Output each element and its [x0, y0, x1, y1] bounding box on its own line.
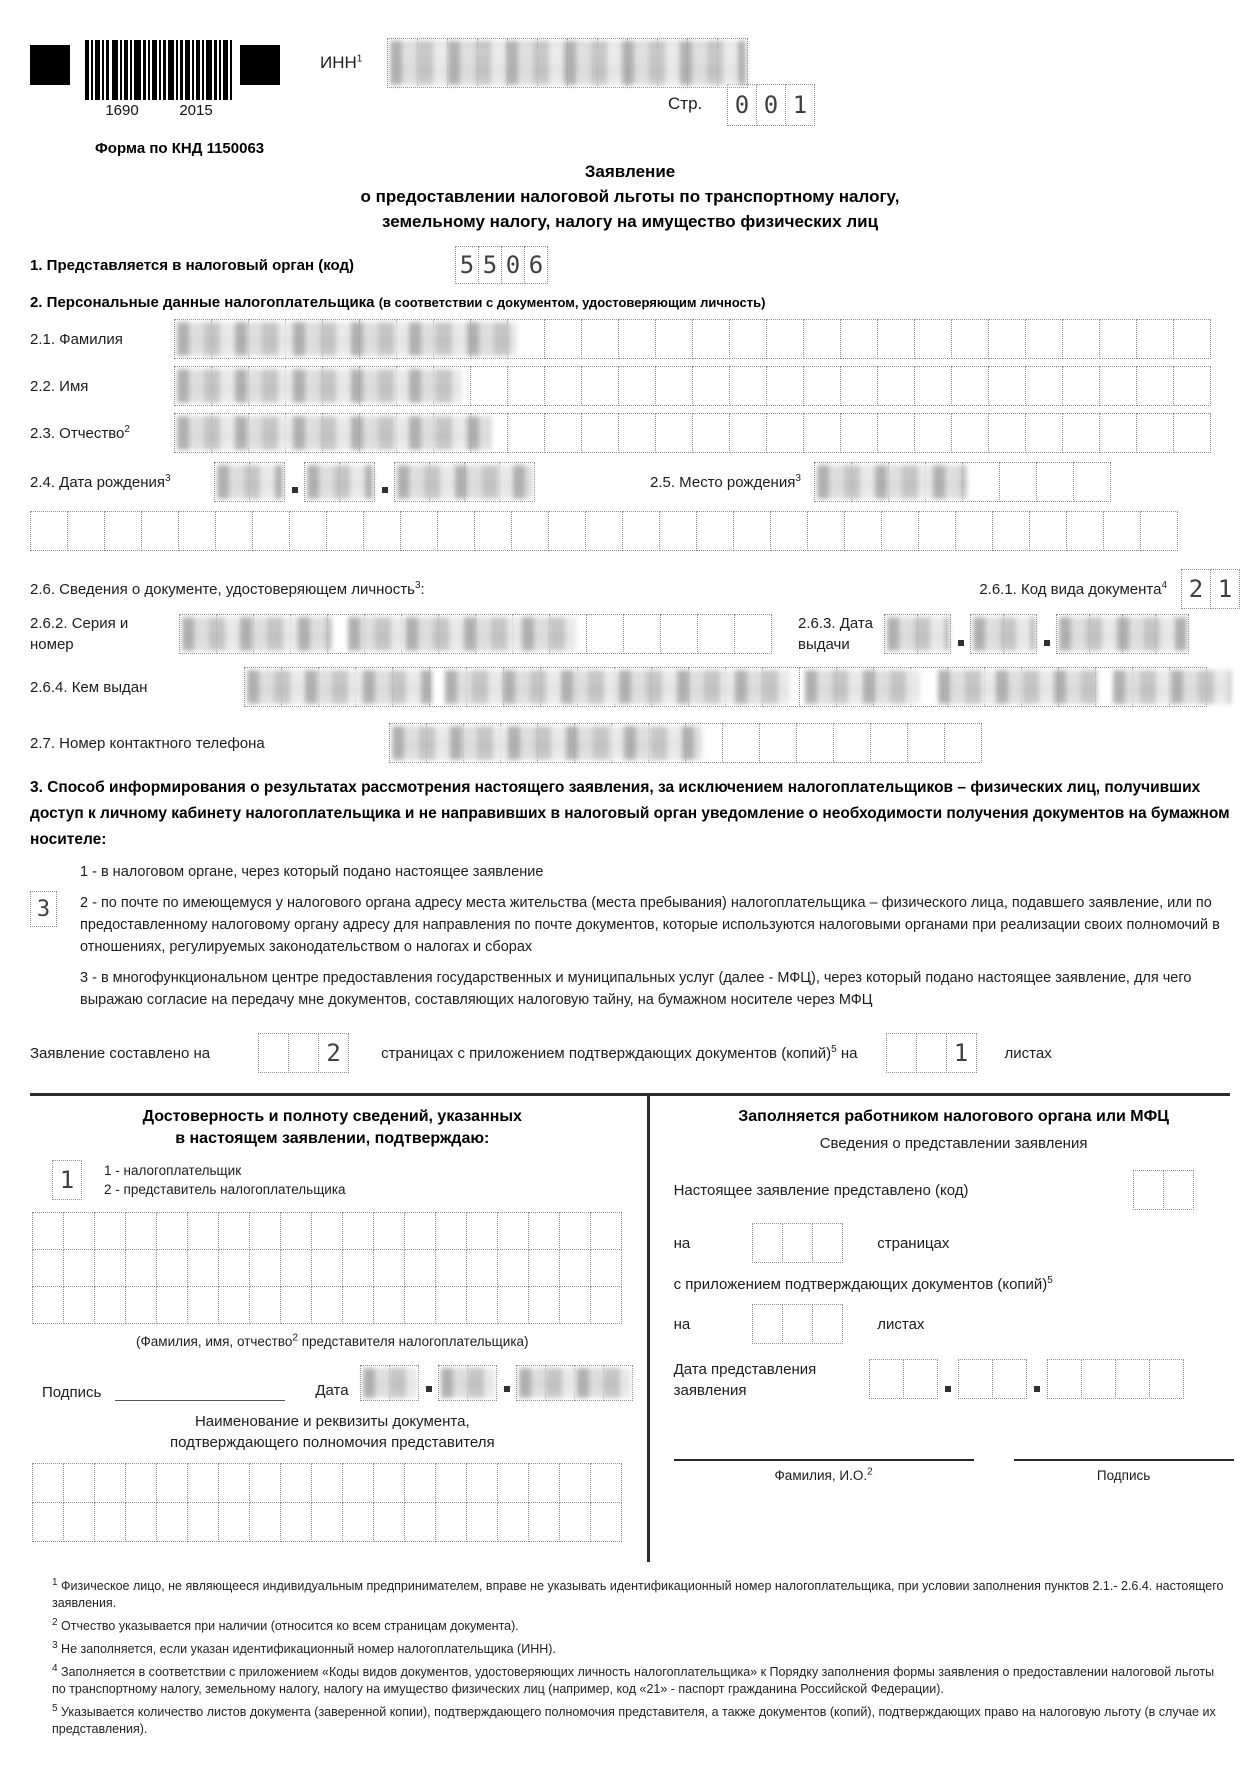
section3-heading-row [30, 775, 1240, 853]
official-name-footnote-ref: 2 [867, 1466, 873, 1478]
doc-info-heading [30, 581, 979, 598]
signature-label: Подпись [42, 1384, 102, 1401]
redacted-birthplace [817, 465, 967, 499]
patronymic-label-text: 2.3. Отчество [30, 424, 125, 442]
footnote-3-text: Не заполняется, если указан идентификационный номер налогоплательщика (ИНН). [61, 1642, 556, 1656]
series-label-line2: номер [30, 636, 74, 653]
redacted-series [182, 617, 332, 651]
submitted-code-field[interactable] [1133, 1170, 1194, 1210]
sign-date-year-field[interactable] [517, 1365, 633, 1401]
redacted-inn-value [390, 41, 746, 85]
birthplace-continuation-field[interactable] [30, 511, 1178, 551]
footnote-3-marker: 3 [52, 1639, 58, 1651]
birthdate-footnote-ref: 3 [165, 472, 171, 484]
official-date-month-field[interactable] [958, 1359, 1027, 1401]
redacted-issued-by [1113, 670, 1231, 704]
sign-date-month-field[interactable] [439, 1365, 497, 1401]
page-number-field: 0 0 1 [727, 84, 815, 126]
signature-block [30, 1093, 1230, 1562]
issued-by-label: 2.6.4. Кем выдан [30, 678, 148, 696]
official-sign-area [1014, 1459, 1234, 1485]
redacted-phone [392, 726, 702, 760]
official-sign-line[interactable] [1014, 1459, 1234, 1461]
surname-label: 2.1. Фамилия [30, 330, 123, 348]
footnote-4 [52, 1664, 1230, 1698]
composition-prefix: Заявление составлено на [30, 1044, 211, 1062]
redacted-surname [177, 322, 517, 356]
official-name-area [674, 1459, 974, 1485]
date-separator-dot [426, 1386, 432, 1392]
doc-heading-footnote-ref: 3 [414, 579, 421, 591]
official-pages-row [674, 1223, 1234, 1263]
redacted-birth-month [307, 465, 373, 499]
date-separator-dot [958, 640, 964, 646]
inn-footnote-ref: 1 [356, 53, 363, 65]
birthplace-field[interactable] [815, 462, 1111, 502]
official-date-year-field[interactable] [1047, 1359, 1184, 1401]
patronymic-field[interactable] [175, 413, 1211, 453]
official-signature-row [674, 1459, 1234, 1485]
firstname-row [30, 366, 1240, 406]
redacted-issue-month [973, 617, 1035, 651]
sign-date-day-field[interactable] [361, 1365, 419, 1401]
barcode-numbers [85, 102, 233, 119]
official-date-label-line1: Дата представления [673, 1361, 817, 1378]
date-separator-dot [504, 1386, 510, 1392]
authority-doc-caption-line1: Наименование и реквизиты документа, [194, 1413, 470, 1430]
barcode-number-right: 2015 [179, 102, 213, 119]
page-label: Стр. [668, 94, 703, 113]
phone-row [30, 723, 1240, 763]
composition-middle-text: страницах с приложением подтверждающих документов (копий) [381, 1044, 832, 1062]
footnote-4-marker: 4 [52, 1662, 58, 1674]
composition-middle [381, 1045, 857, 1062]
redacted-sign-year [519, 1368, 631, 1398]
redacted-birth-year [397, 465, 533, 499]
official-date-label [674, 1359, 869, 1401]
birthdate-year-field[interactable] [395, 462, 535, 502]
footnote-5 [52, 1704, 1230, 1738]
official-on-label-1: на [673, 1234, 691, 1252]
form-title-line1: Заявление [584, 162, 676, 181]
birthdate-day-field[interactable] [215, 462, 285, 502]
date-separator-dot [382, 487, 388, 493]
submitted-code-row [674, 1170, 1234, 1210]
inn-label-text: ИНН [320, 53, 357, 72]
official-attach-label [674, 1276, 1234, 1293]
doc-heading-row [30, 569, 1240, 609]
birthdate-label-text: 2.4. Дата рождения [30, 473, 165, 491]
official-date-row [674, 1359, 1234, 1401]
tax-authority-label: 1. Представляется в налоговый орган (код) [30, 256, 355, 274]
series-label-line1: 2.6.2. Серия и [30, 615, 129, 632]
issue-date-label-line2: выдачи [798, 636, 850, 653]
issue-date-day-field[interactable] [885, 614, 951, 654]
authority-doc-field-row1[interactable] [32, 1463, 633, 1503]
doc-code-label [979, 581, 1167, 598]
date-separator-dot [945, 1386, 951, 1392]
doc-heading-text: 2.6. Сведения о документе, удостоверяющем личность [30, 580, 415, 598]
patronymic-label [30, 425, 175, 442]
redacted-number [348, 617, 576, 651]
birthplace-label [650, 474, 801, 491]
surname-row [30, 319, 1240, 359]
composition-footnote-ref: 5 [831, 1043, 837, 1055]
official-attach-footnote-ref: 5 [1047, 1275, 1053, 1286]
issue-date-year-field[interactable] [1057, 614, 1189, 654]
redacted-patronymic [177, 416, 492, 450]
section1-row [30, 246, 1240, 284]
confirmation-title-line2: в настоящем заявлении, подтверждаю: [175, 1130, 490, 1147]
footnote-5-marker: 5 [52, 1702, 58, 1714]
series-number-label [30, 613, 180, 655]
doc-heading-colon: : [420, 580, 425, 598]
official-date-label-line2: заявления [673, 1382, 747, 1399]
section3-heading: 3. Способ информирования о результатах рассмотрения настоящего заявления, за исключением налогоплательщиков – физических лиц, получивших доступ к личному кабинету налогоплательщика и не направивших в налоговый орган уведомление о необходимости получения документов на бумажном носителе: [30, 779, 1230, 848]
caption-post: представителя налогоплательщика) [297, 1334, 529, 1349]
representative-name-caption [32, 1332, 633, 1351]
signature-date-field[interactable] [361, 1365, 633, 1401]
confirmer-code-field[interactable]: 1 [52, 1160, 82, 1200]
form-title-line3: земельному налогу, налогу на имущество физических лиц [381, 212, 879, 231]
tax-authority-code-field[interactable]: 5 5 0 6 [455, 246, 548, 284]
doc-code-footnote-ref: 4 [1161, 579, 1167, 591]
representative-name-field-row1[interactable] [32, 1212, 633, 1250]
form-header [0, 0, 1260, 238]
footnote-5-text: Указывается количество листов документа (заверенной копии), подтверждающего полномочия представителя, а также документов (копий), подтверждающих право на налоговую льготу (в случае их представления). [52, 1705, 1216, 1736]
notification-option-3: 3 - в многофункциональном центре предоставления государственных и муниципальных услуг (далее - МФЦ), через который подано настоящее заявление, для чего выражаю согласие на передачу мне документов, составляющих налоговую тайну, на бумажном носителе через МФЦ [80, 970, 1192, 1008]
authority-doc-caption [32, 1411, 633, 1453]
birthplace-footnote-ref: 3 [795, 472, 801, 484]
authority-doc-caption-line2: подтверждающего полномочия представителя [169, 1434, 495, 1451]
caption-footnote-ref: 2 [292, 1332, 298, 1344]
form-title-line2: о предоставлении налоговой льготы по транспортному налогу, [360, 187, 900, 206]
notification-option-2: 2 - по почте по имеющемуся у налогового органа адресу места жительства (места пребывания) налогоплательщика – физического лица, подавшего заявление, или по предоставленному налоговому органу адресу для направления по почте документов, которые используются налоговыми органами при реализации своих полномочий в отношениях, регулируемых законодательством о налогах и сборах [80, 895, 1220, 955]
issue-date-month-field[interactable] [971, 614, 1037, 654]
birthdate-label [30, 474, 215, 491]
redacted-birth-day [217, 465, 283, 499]
birthdate-month-field[interactable] [305, 462, 375, 502]
official-name-caption-text: Фамилия, И.О. [774, 1468, 868, 1483]
redacted-firstname [177, 369, 462, 403]
confirmation-column [30, 1096, 650, 1562]
caption-pre: (Фамилия, имя, отчество [136, 1334, 293, 1349]
footnote-2-marker: 2 [52, 1616, 58, 1628]
footnotes [52, 1578, 1230, 1738]
signature-date-row [32, 1365, 633, 1401]
official-sheets-row [674, 1304, 1234, 1344]
footnote-2 [52, 1618, 1230, 1635]
series-number-field[interactable] [180, 614, 772, 654]
surname-field[interactable] [175, 319, 1211, 359]
barcode [85, 40, 233, 100]
birth-row [30, 462, 1240, 502]
notification-options [30, 861, 1230, 1011]
firstname-field[interactable] [175, 366, 1211, 406]
redacted-sign-month [441, 1368, 495, 1398]
confirmer-row [32, 1160, 633, 1200]
composition-suffix: листах [1004, 1044, 1052, 1062]
phone-label: 2.7. Номер контактного телефона [30, 734, 265, 752]
confirmer-option-2: 2 - представитель налогоплательщика [104, 1182, 346, 1197]
official-name-line[interactable] [674, 1459, 974, 1461]
issue-date-label [798, 613, 873, 655]
sheets-count-field[interactable]: 1 [886, 1033, 977, 1073]
date-separator-dot [292, 487, 298, 493]
section2-heading [30, 294, 765, 311]
birthplace-label-text: 2.5. Место рождения [650, 473, 796, 491]
redacted-issued-by [445, 670, 790, 704]
section2-heading-row [30, 294, 1240, 311]
official-column [650, 1096, 1234, 1562]
registration-mark-left [30, 45, 70, 85]
issued-by-field[interactable] [245, 667, 1207, 707]
representative-name-field-row3[interactable] [32, 1286, 633, 1324]
birthplace-continuation-row [30, 511, 1240, 551]
inn-field[interactable] [388, 38, 748, 88]
submitted-label: Настоящее заявление представлено (код) [673, 1181, 969, 1199]
patronymic-row [30, 413, 1240, 453]
phone-field[interactable] [390, 723, 982, 763]
official-subtitle: Сведения о представлении заявления [819, 1135, 1088, 1152]
date-label: Дата [315, 1382, 349, 1399]
footnote-4-text: Заполняется в соответствии с приложением «Коды видов документов, удостоверяющих личность налогоплательщика» к Порядку заполнения формы заявления о предоставлении налоговой льготы по транспортному налогу, земельному налогу, налогу на имущество физических лиц (например, код «21» - паспорт гражданина Российской Федерации). [52, 1665, 1215, 1696]
issued-by-row [30, 667, 1240, 707]
patronymic-footnote-ref: 2 [124, 423, 130, 435]
notification-method-field[interactable]: 3 [30, 891, 57, 927]
redacted-issue-day [887, 617, 949, 651]
series-number-row [30, 613, 1240, 655]
official-sheets-field[interactable] [752, 1304, 843, 1344]
barcode-number-left: 1690 [105, 102, 139, 119]
official-on-label-2: на [673, 1315, 691, 1333]
authority-doc-field-row2[interactable] [32, 1502, 633, 1542]
official-sign-caption: Подпись [1096, 1468, 1151, 1483]
official-name-caption [674, 1466, 974, 1485]
signature-line[interactable] [115, 1386, 285, 1401]
official-pages-label: страницах [877, 1234, 950, 1252]
footnote-1 [52, 1578, 1230, 1612]
notification-option-1: 1 - в налоговом органе, через который подано настоящее заявление [80, 864, 544, 880]
official-pages-field[interactable] [752, 1223, 843, 1263]
redacted-sign-day [363, 1368, 417, 1398]
footnote-1-text: Физическое лицо, не являющееся индивидуальным предпринимателем, вправе не указывать идентификационный номер налогоплательщика, при условии заполнения пунктов 2.1.- 2.6.4. настоящего заявления. [52, 1579, 1224, 1610]
confirmer-options [104, 1161, 346, 1199]
official-sheets-label: листах [877, 1315, 925, 1333]
official-title: Заполняется работником налогового органа или МФЦ [738, 1108, 1169, 1125]
representative-name-field-row2[interactable] [32, 1249, 633, 1287]
doc-code-field[interactable]: 2 1 [1181, 569, 1240, 609]
composition-row [30, 1033, 1240, 1073]
composition-on-word: на [840, 1044, 858, 1062]
pages-count-field[interactable]: 2 [258, 1033, 349, 1073]
date-separator-dot [1034, 1386, 1040, 1392]
section2-heading-note: (в соответствии с документом, удостоверяющим личность) [378, 295, 766, 310]
confirmer-option-1: 1 - налогоплательщик [104, 1163, 242, 1178]
firstname-label: 2.2. Имя [30, 377, 89, 395]
date-separator-dot [1044, 640, 1050, 646]
footnote-2-text: Отчество указывается при наличии (относится ко всем страницам документа). [61, 1619, 519, 1633]
doc-code-label-text: 2.6.1. Код вида документа [979, 580, 1162, 598]
official-date-day-field[interactable] [869, 1359, 938, 1401]
inn-label [320, 53, 362, 73]
redacted-issued-by [247, 670, 432, 704]
redacted-issue-year [1059, 617, 1187, 651]
official-attach-text: с приложением подтверждающих документов (копий) [673, 1276, 1048, 1293]
footnote-3 [52, 1641, 1230, 1658]
form-code: Форма по КНД 1150063 [95, 140, 265, 157]
issue-date-label-line1: 2.6.3. Дата [798, 615, 873, 632]
section2-heading-main: 2. Персональные данные налогоплательщика [30, 294, 375, 311]
confirmation-title-line1: Достоверность и полноту сведений, указанных [142, 1108, 522, 1125]
redacted-issued-by [805, 670, 920, 704]
registration-mark-right [240, 45, 280, 85]
redacted-issued-by [938, 670, 1098, 704]
footnote-1-marker: 1 [52, 1576, 58, 1588]
